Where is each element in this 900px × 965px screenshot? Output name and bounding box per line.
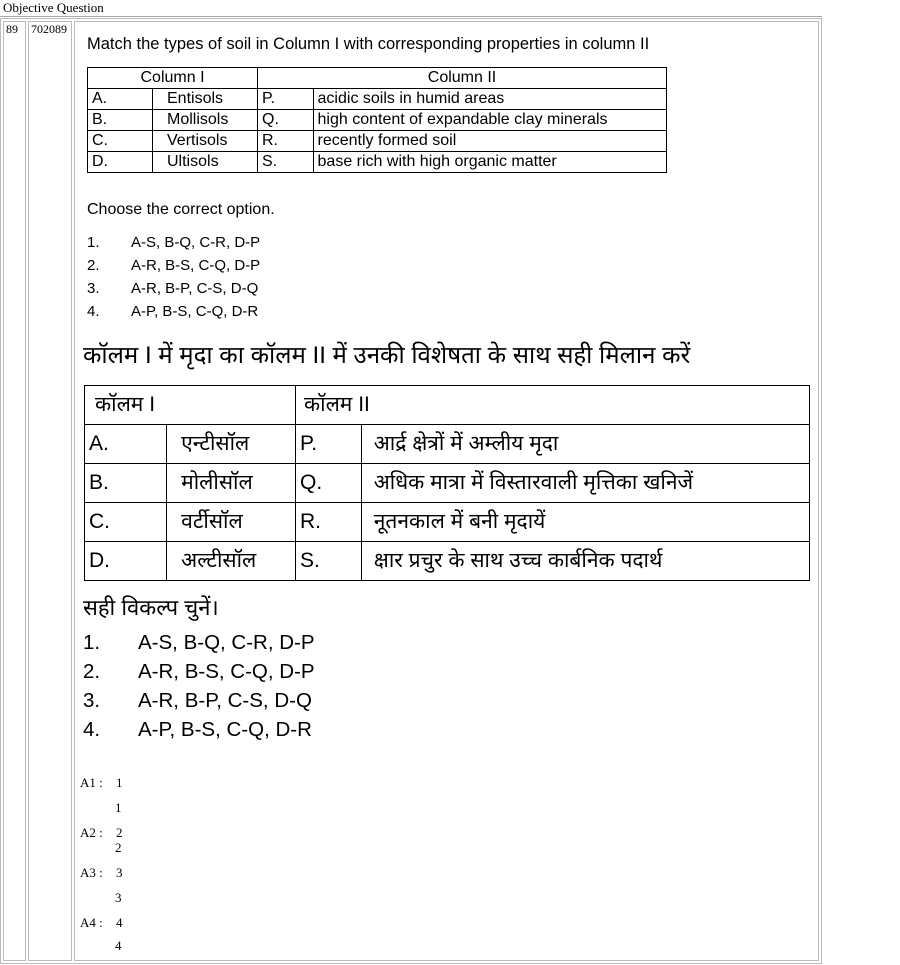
- answer-value: 3: [116, 865, 123, 880]
- row-key: B.: [88, 110, 153, 131]
- soil-type: Ultisols: [153, 152, 258, 173]
- option-text: A-R, B-S, C-Q, D-P: [138, 660, 315, 683]
- choose-prompt-english: Choose the correct option.: [87, 201, 275, 218]
- soil-property: base rich with high organic matter: [313, 152, 666, 173]
- column1-header: कॉलम I: [85, 386, 296, 425]
- row-key: B.: [85, 464, 167, 503]
- answer-value-secondary: 4: [115, 938, 122, 953]
- property-key: P.: [258, 89, 314, 110]
- answer-item: [80, 825, 123, 841]
- row-key: A.: [88, 89, 153, 110]
- property-key: Q.: [258, 110, 314, 131]
- table-row: [85, 464, 810, 503]
- answer-item: [80, 865, 123, 881]
- match-table-hindi: [84, 385, 810, 581]
- option-item: [83, 628, 315, 657]
- option-text: A-P, B-S, C-Q, D-R: [131, 303, 259, 320]
- soil-type: मोलीसॉल: [167, 464, 296, 503]
- answer-item: [80, 915, 123, 931]
- question-number: 89: [3, 21, 26, 961]
- option-item: [87, 300, 260, 323]
- row-key: A.: [85, 425, 167, 464]
- option-number: 3.: [83, 689, 101, 712]
- option-item: [83, 657, 315, 686]
- property-key: S.: [258, 152, 314, 173]
- soil-type: Mollisols: [153, 110, 258, 131]
- soil-property: high content of expandable clay minerals: [313, 110, 666, 131]
- table-row: [88, 131, 667, 152]
- soil-type: वर्टीसॉल: [167, 503, 296, 542]
- option-text: A-S, B-Q, C-R, D-P: [138, 631, 315, 654]
- option-item: [87, 254, 260, 277]
- option-item: [83, 686, 315, 715]
- option-number: 4.: [83, 718, 101, 741]
- options-hindi: [83, 628, 315, 744]
- question-text-english: Match the types of soil in Column I with corresponding properties in column II: [87, 35, 650, 53]
- option-number: 4.: [87, 303, 100, 320]
- column2-header: कॉलम II: [296, 386, 810, 425]
- soil-type: Vertisols: [153, 131, 258, 152]
- column1-header: Column I: [88, 68, 258, 89]
- option-item: [83, 715, 315, 744]
- option-text: A-S, B-Q, C-R, D-P: [131, 234, 261, 251]
- answer-item: [80, 775, 123, 791]
- option-number: 1.: [83, 631, 101, 654]
- answer-label: A2 :: [80, 825, 103, 840]
- option-text: A-R, B-P, C-S, D-Q: [138, 689, 312, 712]
- soil-property: क्षार प्रचुर के साथ उच्च कार्बनिक पदार्थ: [361, 542, 809, 581]
- table-row: [88, 110, 667, 131]
- option-item: [87, 231, 260, 254]
- question-text-hindi: कॉलम I में मृदा का कॉलम II में उनकी विशेषता के साथ सही मिलान करें: [83, 342, 691, 369]
- property-key: R.: [258, 131, 314, 152]
- answer-value-secondary: 2: [115, 840, 122, 855]
- row-key: C.: [88, 131, 153, 152]
- property-key: S.: [296, 542, 362, 581]
- property-key: Q.: [296, 464, 362, 503]
- table-row: [88, 152, 667, 173]
- table-row: [85, 542, 810, 581]
- soil-property: acidic soils in humid areas: [313, 89, 666, 110]
- answer-value-secondary: 3: [115, 890, 122, 905]
- answer-value: 4: [116, 915, 123, 930]
- option-text: A-R, B-P, C-S, D-Q: [131, 280, 259, 297]
- row-key: D.: [88, 152, 153, 173]
- option-text: A-P, B-S, C-Q, D-R: [138, 718, 312, 741]
- option-number: 2.: [87, 257, 100, 274]
- match-table-english: [87, 67, 667, 173]
- answer-value: 1: [116, 775, 123, 790]
- answer-value-secondary: 1: [115, 800, 122, 815]
- answer-label: A3 :: [80, 865, 103, 880]
- soil-property: recently formed soil: [313, 131, 666, 152]
- property-key: R.: [296, 503, 362, 542]
- column2-header: Column II: [258, 68, 667, 89]
- table-row: [88, 89, 667, 110]
- soil-type: एन्टीसॉल: [167, 425, 296, 464]
- soil-type: अल्टीसॉल: [167, 542, 296, 581]
- option-text: A-R, B-S, C-Q, D-P: [131, 257, 261, 274]
- option-number: 1.: [87, 234, 100, 251]
- soil-property: आर्द्र क्षेत्रों में अम्लीय मृदा: [361, 425, 809, 464]
- answer-value: 2: [116, 825, 123, 840]
- options-english: [87, 231, 260, 323]
- option-number: 2.: [83, 660, 101, 683]
- option-number: 3.: [87, 280, 100, 297]
- soil-property: नूतनकाल में बनी मृदायें: [361, 503, 809, 542]
- page-header: Objective Question: [0, 0, 822, 17]
- property-key: P.: [296, 425, 362, 464]
- table-row: [85, 503, 810, 542]
- question-id: 702089: [28, 21, 72, 961]
- answer-label: A1 :: [80, 775, 103, 790]
- row-key: D.: [85, 542, 167, 581]
- table-row: [85, 425, 810, 464]
- option-item: [87, 277, 260, 300]
- soil-type: Entisols: [153, 89, 258, 110]
- question-body: [74, 21, 819, 961]
- answer-label: A4 :: [80, 915, 103, 930]
- row-key: C.: [85, 503, 167, 542]
- question-table: [0, 18, 822, 964]
- choose-prompt-hindi: सही विकल्प चुनें।: [83, 595, 219, 620]
- soil-property: अधिक मात्रा में विस्तारवाली मृत्तिका खनिजें: [361, 464, 809, 503]
